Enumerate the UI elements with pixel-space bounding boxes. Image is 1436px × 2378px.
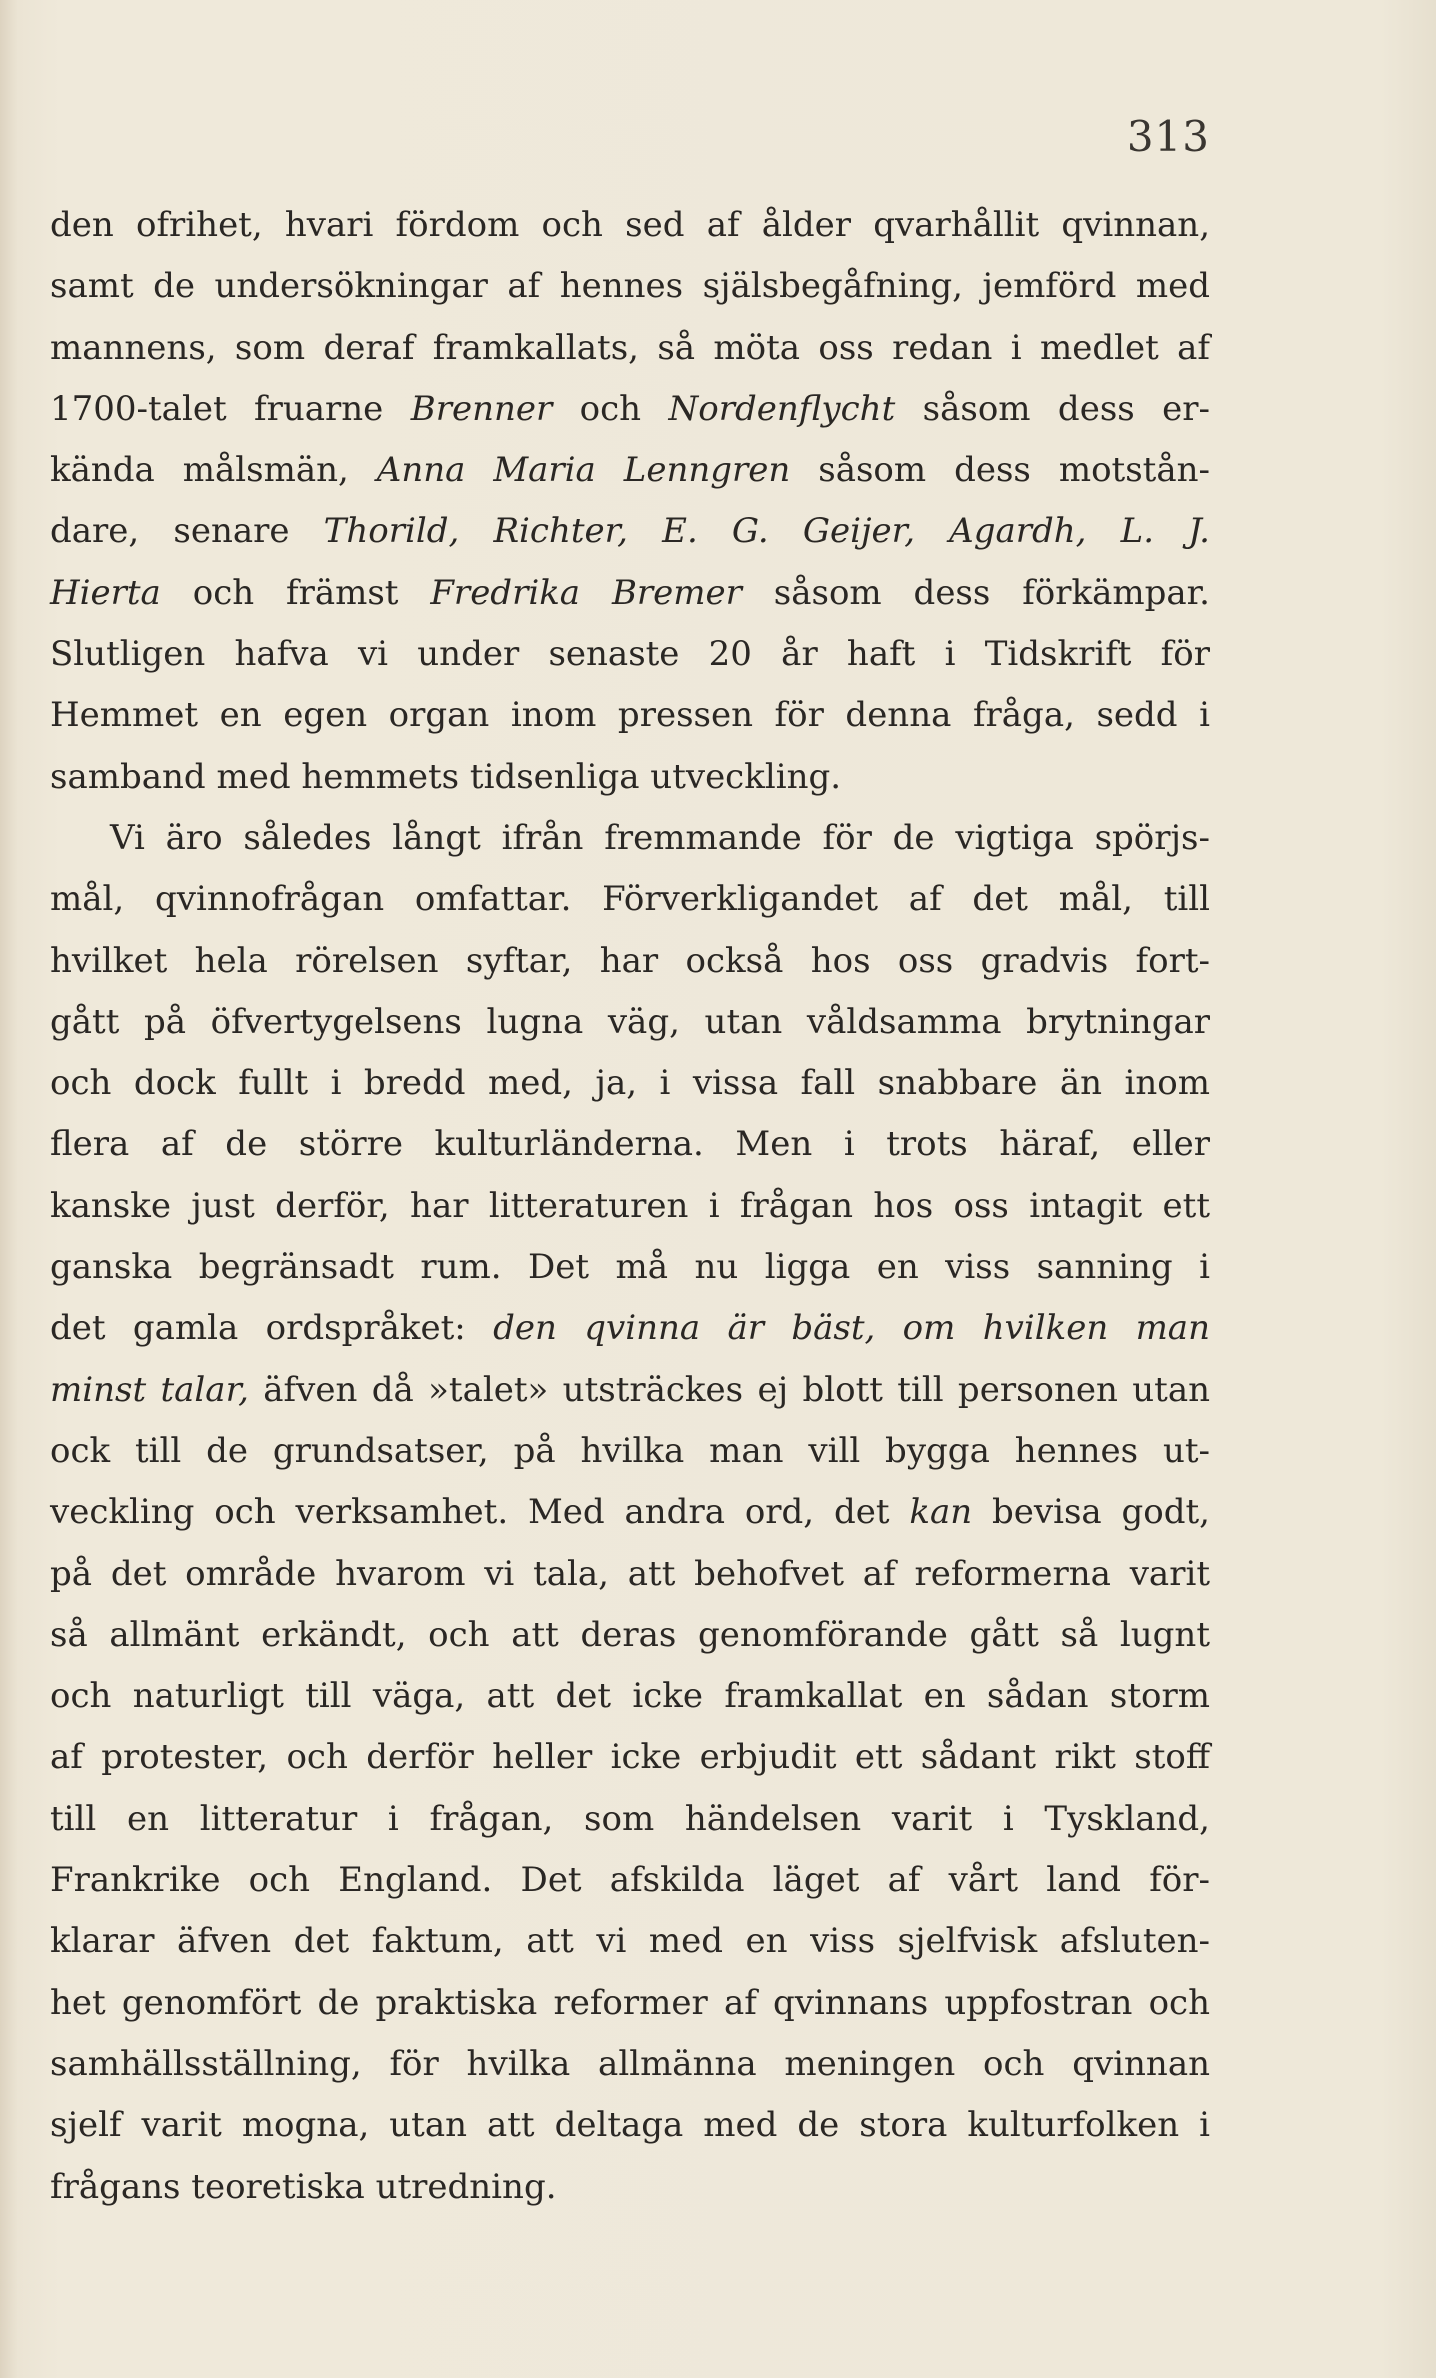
text-line (50, 1973, 1210, 2034)
text-run: 1700-talet fruarne (50, 388, 411, 429)
text-run: veckling och verksamhet. Med andra ord, det (50, 1492, 910, 1533)
text-line (50, 808, 1210, 869)
text-line (50, 931, 1210, 992)
text-run: klarar äfven det faktum, att vi med en viss sjelfvisk afsluten- (50, 1921, 1210, 1962)
text-line (50, 1789, 1210, 1850)
italic-text: Anna Maria Lenngren (376, 450, 791, 491)
text-line (50, 1053, 1210, 1114)
text-line (50, 1727, 1210, 1788)
text-line (50, 2095, 1210, 2156)
text-run: Hemmet en egen organ inom pressen för denna fråga, sedd i (50, 695, 1210, 736)
text-line (50, 1114, 1210, 1175)
text-run: af protester, och derför heller icke erbjudit ett sådant rikt stoff (50, 1737, 1210, 1778)
text-run: samt de undersökningar af hennes själsbegåfning, jemförd med (50, 266, 1210, 307)
text-run: såsom dess förkämpar. (741, 572, 1210, 613)
text-run: kända målsmän, (50, 450, 377, 491)
text-line (50, 1911, 1210, 1972)
text-run: frågans teoretiska utredning. (50, 2166, 557, 2207)
text-run: såsom dess motstån- (790, 450, 1210, 491)
text-line (50, 1605, 1210, 1666)
text-line (50, 1482, 1210, 1543)
text-line (50, 440, 1210, 501)
text-line (50, 869, 1210, 930)
text-run: och (552, 388, 669, 429)
text-line (50, 2157, 1210, 2218)
text-run: samband med hemmets tidsenliga utveckling. (50, 756, 842, 797)
text-line (50, 563, 1210, 624)
text-run: såsom dess er- (895, 388, 1210, 429)
text-run: och naturligt till väga, att det icke framkallat en sådan storm (50, 1676, 1210, 1717)
italic-text: Thorild, Richter, E. G. Geijer, Agardh, L. J. (323, 511, 1210, 552)
body-text (50, 195, 1210, 2218)
text-line (50, 1850, 1210, 1911)
text-run: på det område hvarom vi tala, att behofvet af reformerna varit (50, 1553, 1210, 1594)
text-run: mål, qvinnofrågan omfattar. Förverkligandet af det mål, till (50, 879, 1210, 920)
text-run: samhällsställning, för hvilka allmänna meningen och qvinnan (50, 2043, 1210, 2084)
italic-text: kan (909, 1492, 973, 1533)
text-line (50, 1176, 1210, 1237)
text-run: och främst (160, 572, 431, 613)
text-line (50, 501, 1210, 562)
text-run: het genomfört de praktiska reformer af qvinnans uppfostran och (50, 1982, 1210, 2023)
text-run: den ofrihet, hvari fördom och sed af ålder qvarhållit qvinnan, (50, 205, 1210, 245)
text-line (50, 318, 1210, 379)
italic-text: Brenner (410, 388, 553, 429)
text-line (50, 1360, 1210, 1421)
page-number: 313 (1126, 112, 1210, 161)
text-run: mannens, som deraf framkallats, så möta oss redan i medlet af (50, 327, 1210, 368)
text-line (50, 2034, 1210, 2095)
text-run: Frankrike och England. Det afskilda läget af vårt land för- (50, 1860, 1210, 1901)
text-line (50, 379, 1210, 440)
italic-text: Fredrika Bremer (430, 572, 742, 613)
text-line (50, 256, 1210, 317)
text-line (50, 1421, 1210, 1482)
text-line (50, 1666, 1210, 1727)
text-line (50, 685, 1210, 746)
text-run: kanske just derför, har litteraturen i frågan hos oss intagit ett (50, 1185, 1210, 1226)
text-line (50, 747, 1210, 808)
text-line (50, 1544, 1210, 1605)
italic-text: den qvinna är bäst, om hvilken man (493, 1308, 1210, 1349)
text-run: ganska begränsadt rum. Det må nu ligga en viss sanning i (50, 1247, 1210, 1288)
text-run: sjelf varit mogna, utan att deltaga med de stora kulturfolken i (50, 2105, 1210, 2146)
text-run: hvilket hela rörelsen syftar, har också hos oss gradvis fort- (50, 940, 1210, 981)
text-run: dare, senare (50, 511, 324, 552)
text-run: flera af de större kulturländerna. Men i trots häraf, eller (50, 1124, 1210, 1165)
italic-text: Nordenflycht (668, 388, 896, 429)
text-run: Slutligen hafva vi under senaste 20 år haft i Tidskrift för (50, 634, 1210, 675)
text-run: så allmänt erkändt, och att deras genomförande gått så lugnt (50, 1614, 1210, 1655)
text-run: det gamla ordspråket: (50, 1308, 494, 1349)
text-run: ock till de grundsatser, på hvilka man vill bygga hennes ut- (50, 1430, 1210, 1471)
text-line (50, 624, 1210, 685)
text-run: äfven då »talet» utsträckes ej blott till personen utan (248, 1369, 1210, 1410)
text-line (50, 992, 1210, 1053)
text-line (50, 1298, 1210, 1359)
text-line (50, 1237, 1210, 1298)
italic-text: Hierta (50, 572, 161, 613)
text-line (50, 195, 1210, 256)
text-run: och dock fullt i bredd med, ja, i vissa fall snabbare än inom (50, 1063, 1210, 1104)
text-run: bevisa godt, (972, 1492, 1210, 1533)
text-run: gått på öfvertygelsens lugna väg, utan våldsamma brytningar (50, 1001, 1210, 1042)
text-run: Vi äro således långt ifrån fremmande för de vigtiga spörjs- (110, 817, 1210, 858)
italic-text: minst talar, (50, 1369, 249, 1410)
text-run: till en litteratur i frågan, som händelsen varit i Tyskland, (50, 1798, 1210, 1839)
